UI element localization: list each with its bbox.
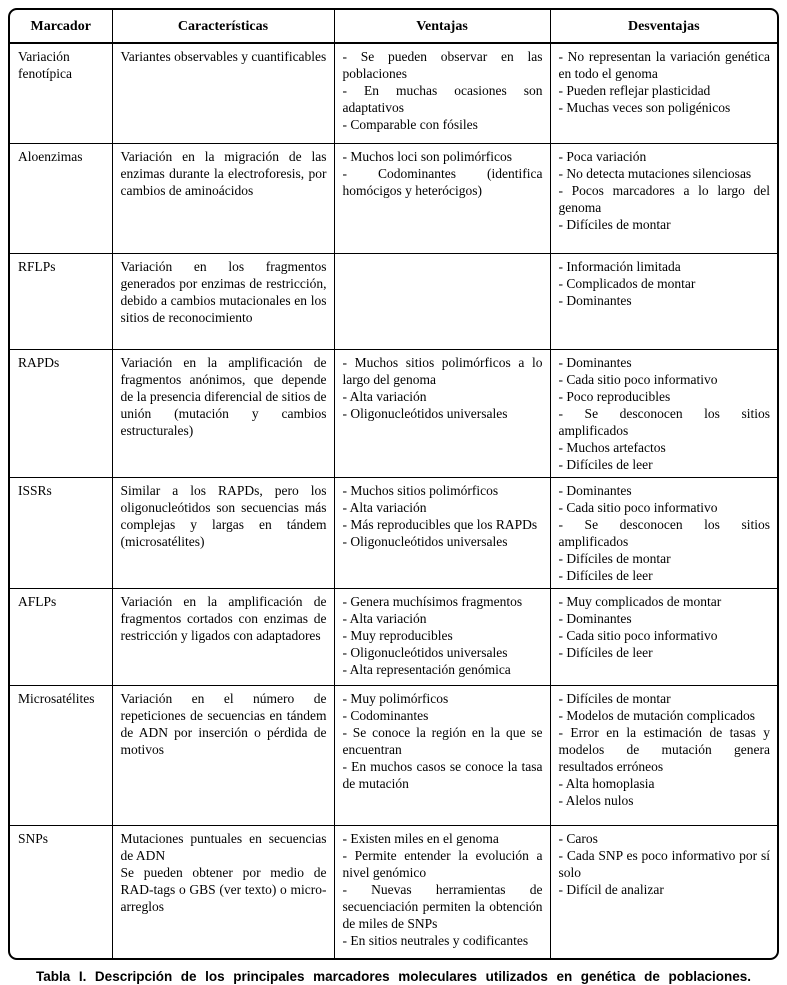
table-row (10, 825, 777, 958)
disadvantages-cell (550, 143, 777, 253)
table-caption: Tabla I. Descripción de los principales marcadores moleculares utilizados en genética de poblaciones. (36, 969, 751, 984)
disadvantage-item: - Difícil de analizar (558, 881, 664, 897)
disadvantage-item: - Pueden reflejar plasticidad (558, 83, 711, 98)
disadvantage-item: - Error en la estimación de tasas y modelos de mutación genera resultados erróneos (558, 724, 770, 774)
characteristics-cell (112, 253, 334, 349)
column-header-desventajas: Desventajas (550, 10, 777, 43)
advantages-cell (334, 825, 550, 958)
characteristics-cell (112, 588, 334, 685)
disadvantage-item: - Dominantes (558, 354, 632, 370)
characteristic-item: Se pueden obtener por medio de RAD-tags o GBS (ver texto) o micro-arreglos (120, 864, 327, 914)
advantage-item: - Permite entender la evolución a nivel genómico (342, 847, 543, 880)
disadvantage-item: - Cada sitio poco informativo (558, 499, 718, 515)
marker-name: Variación fenotípica (18, 49, 72, 81)
advantage-item: - Se conoce la región en la que se encuentran (342, 724, 543, 757)
advantage-item: - Alta representación genómica (342, 661, 511, 677)
advantage-item: - Muy reproducibles (342, 627, 453, 643)
characteristic-item: Variación en la amplificación de fragmentos anónimos, que depende de la presencia diferencial de sitios de unión (mutación y cambios estructurales) (120, 354, 327, 438)
markers-table-frame (8, 8, 779, 960)
table-header-row (10, 10, 777, 43)
marker-name: Aloenzimas (18, 148, 83, 164)
disadvantage-item: - Difíciles de leer (558, 644, 653, 660)
advantages-cell (334, 477, 550, 588)
advantage-item: - Codominantes (342, 707, 429, 723)
advantage-item: - Muchos sitios polimórficos (342, 482, 499, 498)
marker-cell (10, 477, 112, 588)
markers-table (10, 10, 777, 958)
disadvantage-item: - Dominantes (558, 610, 632, 626)
disadvantage-item: - Dominantes (558, 292, 632, 308)
marker-cell (10, 825, 112, 958)
characteristic-item: Variación en la migración de las enzimas durante la electroforesis, por cambios de aminoácidos (120, 148, 327, 198)
advantage-item: - Más reproducibles que los RAPDs (342, 516, 538, 532)
disadvantage-item: - Difíciles de montar (558, 216, 671, 232)
advantages-cell (334, 43, 550, 143)
advantage-item: - Alta variación (342, 499, 427, 515)
table-row (10, 253, 777, 349)
advantages-cell (334, 685, 550, 825)
disadvantages-cell (550, 825, 777, 958)
disadvantage-item: - Poca variación (558, 148, 647, 164)
advantage-item: - Oligonucleótidos universales (342, 533, 508, 549)
column-header-caracteristicas: Características (112, 10, 334, 43)
advantage-item: - Oligonucleótidos universales (342, 405, 508, 421)
marker-cell (10, 685, 112, 825)
advantage-item: - En sitios neutrales y codificantes (342, 932, 529, 948)
characteristic-item: Similar a los RAPDs, pero los oligonucleótidos son secuencias más complejas y largas en tándem (microsatélites) (120, 482, 327, 549)
table-row (10, 349, 777, 477)
advantages-cell (334, 143, 550, 253)
advantages-cell (334, 349, 550, 477)
table-row (10, 588, 777, 685)
characteristics-cell (112, 43, 334, 143)
advantages-cell (334, 588, 550, 685)
disadvantage-item: - Muchos artefactos (558, 439, 666, 455)
disadvantages-cell (550, 477, 777, 588)
disadvantage-item: - Alta homoplasia (558, 775, 655, 791)
characteristic-item: Variantes observables y cuantificables (120, 49, 327, 64)
disadvantage-item: - Muy complicados de montar (558, 593, 722, 609)
disadvantages-cell (550, 685, 777, 825)
disadvantage-item: - Alelos nulos (558, 792, 634, 808)
advantage-item: - Muy polimórficos (342, 690, 449, 706)
disadvantage-item: - Cada sitio poco informativo (558, 371, 718, 387)
disadvantage-item: - Difíciles de leer (558, 567, 653, 583)
marker-name: AFLPs (18, 593, 57, 609)
characteristic-item: Variación en el número de repeticiones de secuencias en tándem de ADN por inserción o pérdida de motivos (120, 690, 327, 757)
characteristic-item: Variación en la amplificación de fragmentos cortados con enzimas de restricción y ligados con adaptadores (120, 593, 327, 643)
disadvantage-item: - Cada sitio poco informativo (558, 627, 718, 643)
column-header-marcador: Marcador (10, 10, 112, 43)
advantages-cell (334, 253, 550, 349)
disadvantage-item: - Información limitada (558, 258, 681, 274)
marker-name: SNPs (18, 830, 49, 846)
advantage-item: - Codominantes (identifica homócigos y heterócigos) (342, 165, 543, 198)
disadvantage-item: - Se desconocen los sitios amplificados (558, 405, 770, 438)
disadvantage-item: - Pocos marcadores a lo largo del genoma (558, 182, 770, 215)
disadvantage-item: - Difíciles de leer (558, 456, 653, 472)
advantage-item: - Nuevas herramientas de secuenciación permiten la obtención de miles de SNPs (342, 881, 543, 931)
table-body (10, 43, 777, 958)
advantage-item: - Comparable con fósiles (342, 117, 478, 132)
disadvantage-item: - Dominantes (558, 482, 632, 498)
marker-cell (10, 253, 112, 349)
advantage-item: - Existen miles en el genoma (342, 830, 499, 846)
disadvantage-item: - Poco reproducibles (558, 388, 671, 404)
characteristic-item: Variación en los fragmentos generados por enzimas de restricción, debido a cambios mutacionales en los sitios de reconocimiento (120, 258, 327, 325)
marker-name: RAPDs (18, 354, 60, 370)
marker-cell (10, 588, 112, 685)
disadvantage-item: - Muchas veces son poligénicos (558, 100, 731, 115)
disadvantage-item: - Caros (558, 830, 598, 846)
disadvantage-item: - Modelos de mutación complicados (558, 707, 755, 723)
advantage-item: - Oligonucleótidos universales (342, 644, 508, 660)
characteristics-cell (112, 685, 334, 825)
disadvantage-item: - Difíciles de montar (558, 690, 671, 706)
marker-name: ISSRs (18, 482, 52, 498)
marker-cell (10, 143, 112, 253)
disadvantages-cell (550, 349, 777, 477)
characteristic-item: Mutaciones puntuales en secuencias de ADN (120, 830, 327, 863)
disadvantage-item: - Difíciles de montar (558, 550, 671, 566)
disadvantages-cell (550, 253, 777, 349)
advantage-item: - Genera muchísimos fragmentos (342, 593, 523, 609)
disadvantage-item: - No representan la variación genética en todo el genoma (558, 49, 770, 81)
table-row (10, 143, 777, 253)
table-row (10, 477, 777, 588)
disadvantage-item: - Complicados de montar (558, 275, 696, 291)
advantage-item: - En muchas ocasiones son adaptativos (342, 83, 543, 115)
characteristics-cell (112, 477, 334, 588)
marker-cell (10, 43, 112, 143)
advantage-item: - Alta variación (342, 610, 427, 626)
marker-name: RFLPs (18, 258, 56, 274)
disadvantage-item: - Cada SNP es poco informativo por sí solo (558, 847, 770, 880)
advantage-item: - Se pueden observar en las poblaciones (342, 49, 543, 81)
advantage-item: - Alta variación (342, 388, 427, 404)
column-header-ventajas: Ventajas (334, 10, 550, 43)
advantage-item: - Muchos sitios polimórficos a lo largo del genoma (342, 354, 543, 387)
disadvantage-item: - No detecta mutaciones silenciosas (558, 165, 752, 181)
advantage-item: - Muchos loci son polimórficos (342, 148, 512, 164)
table-row (10, 685, 777, 825)
table-row (10, 43, 777, 143)
characteristics-cell (112, 349, 334, 477)
advantage-item: - En muchos casos se conoce la tasa de mutación (342, 758, 543, 791)
disadvantage-item: - Se desconocen los sitios amplificados (558, 516, 770, 549)
characteristics-cell (112, 143, 334, 253)
marker-name: Microsatélites (18, 690, 95, 706)
characteristics-cell (112, 825, 334, 958)
disadvantages-cell (550, 43, 777, 143)
disadvantages-cell (550, 588, 777, 685)
marker-cell (10, 349, 112, 477)
